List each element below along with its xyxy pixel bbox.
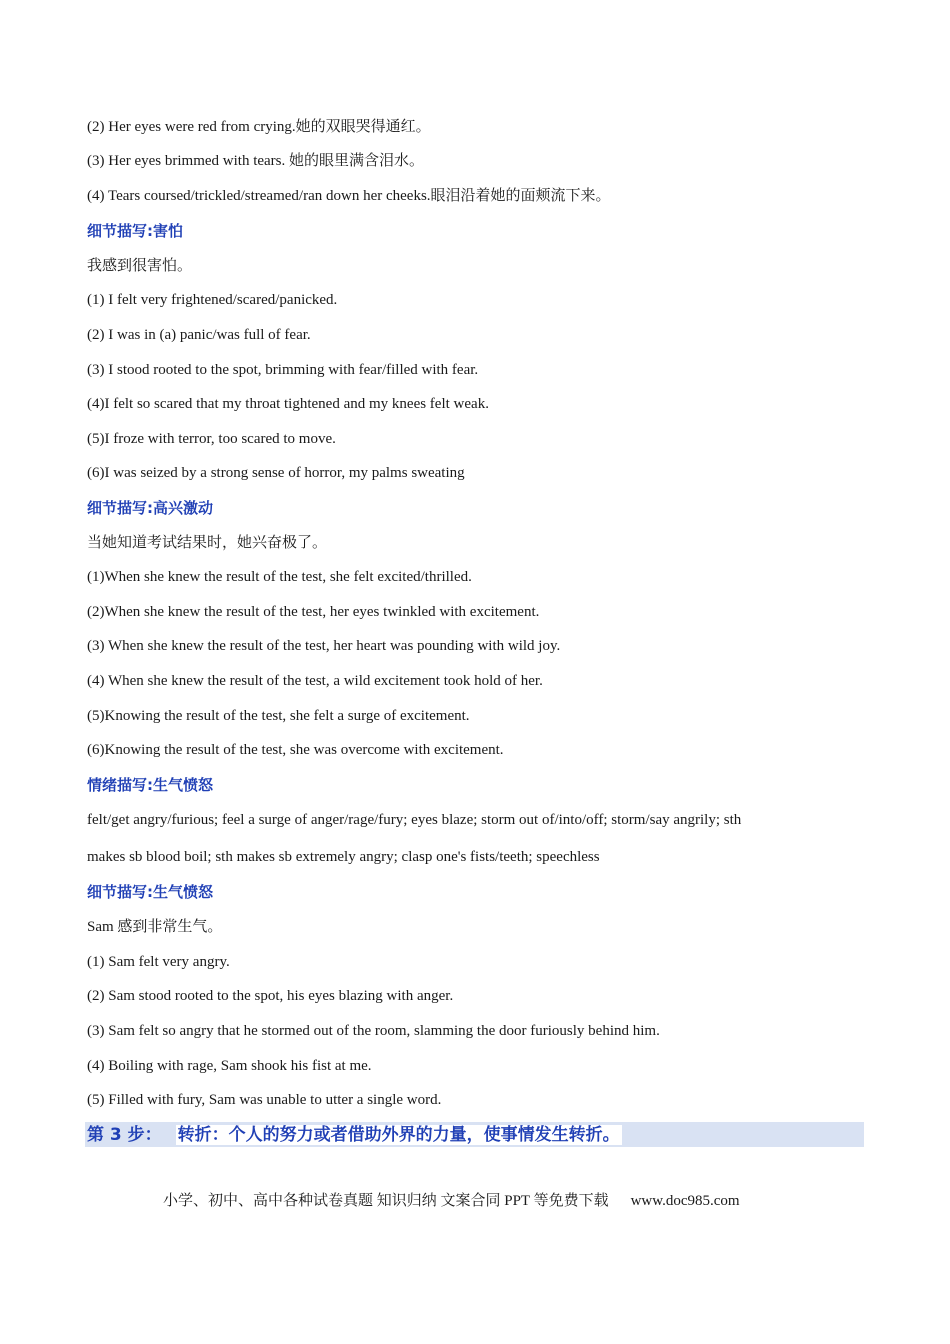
sentence-line: (3) When she knew the result of the test, her heart was pounding with wild joy. bbox=[87, 638, 561, 654]
vocab-line: makes sb blood boil; sth makes sb extremely angry; clasp one's fists/teeth; speechless bbox=[87, 849, 600, 865]
sentence-line: (2) Sam stood rooted to the spot, his eyes blazing with anger. bbox=[87, 988, 454, 1004]
sentence-line: (2)When she knew the result of the test, her eyes twinkled with excitement. bbox=[87, 604, 540, 620]
sentence-line: (5)I froze with terror, too scared to move. bbox=[87, 431, 336, 447]
sentence-line: (1) I felt very frightened/scared/panicked. bbox=[87, 292, 338, 308]
sentence-line: (3) Her eyes brimmed with tears. 她的眼里满含泪水。 bbox=[87, 153, 425, 169]
step-description: 转折：个人的努力或者借助外界的力量，使事情发生转折。 bbox=[177, 1125, 620, 1145]
section-heading-excitement: 细节描写:高兴激动 bbox=[87, 499, 213, 517]
section-heading-anger-emotion: 情绪描写:生气愤怒 bbox=[87, 776, 213, 794]
sentence-line: (4) When she knew the result of the test, a wild excitement took hold of her. bbox=[87, 673, 543, 689]
footer-text: 小学、初中、高中各种试卷真题 知识归纳 文案合同 PPT 等免费下载 bbox=[163, 1193, 609, 1209]
sentence-line: (6)Knowing the result of the test, she was overcome with excitement. bbox=[87, 742, 504, 758]
sentence-line: 我感到很害怕。 bbox=[87, 258, 193, 274]
sentence-line: (6)I was seized by a strong sense of horror, my palms sweating bbox=[87, 465, 465, 481]
sentence-line: (4)I felt so scared that my throat tightened and my knees felt weak. bbox=[87, 396, 489, 412]
sentence-line: (2) Her eyes were red from crying.她的双眼哭得通红。 bbox=[87, 119, 431, 135]
sentence-line: (4) Tears coursed/trickled/streamed/ran down her cheeks.眼泪沿着她的面颊流下来。 bbox=[87, 188, 611, 204]
sentence-line: (5)Knowing the result of the test, she felt a surge of excitement. bbox=[87, 708, 470, 724]
sentence-line: (1) Sam felt very angry. bbox=[87, 954, 230, 970]
section-heading-anger-detail: 细节描写:生气愤怒 bbox=[87, 883, 213, 901]
sentence-line: 当她知道考试结果时，她兴奋极了。 bbox=[87, 535, 328, 551]
step-heading bbox=[87, 1124, 622, 1146]
page-footer bbox=[163, 1191, 740, 1211]
sentence-line: (5) Filled with fury, Sam was unable to utter a single word. bbox=[87, 1092, 442, 1108]
footer-url[interactable]: www.doc985.com bbox=[630, 1193, 740, 1209]
step-number: 第 3 步： bbox=[87, 1125, 162, 1145]
sentence-line: (4) Boiling with rage, Sam shook his fist at me. bbox=[87, 1058, 372, 1074]
sentence-line: (3) Sam felt so angry that he stormed out of the room, slamming the door furiously behind him. bbox=[87, 1023, 660, 1039]
section-heading-fear: 细节描写:害怕 bbox=[87, 222, 183, 240]
vocab-line: felt/get angry/furious; feel a surge of anger/rage/fury; eyes blaze; storm out of/into/off; storm/say angrily; sth bbox=[87, 812, 742, 828]
sentence-line: (2) I was in (a) panic/was full of fear. bbox=[87, 327, 311, 343]
sentence-line: (3) I stood rooted to the spot, brimming with fear/filled with fear. bbox=[87, 362, 479, 378]
sentence-line: Sam 感到非常生气。 bbox=[87, 919, 223, 935]
sentence-line: (1)When she knew the result of the test, she felt excited/thrilled. bbox=[87, 569, 472, 585]
